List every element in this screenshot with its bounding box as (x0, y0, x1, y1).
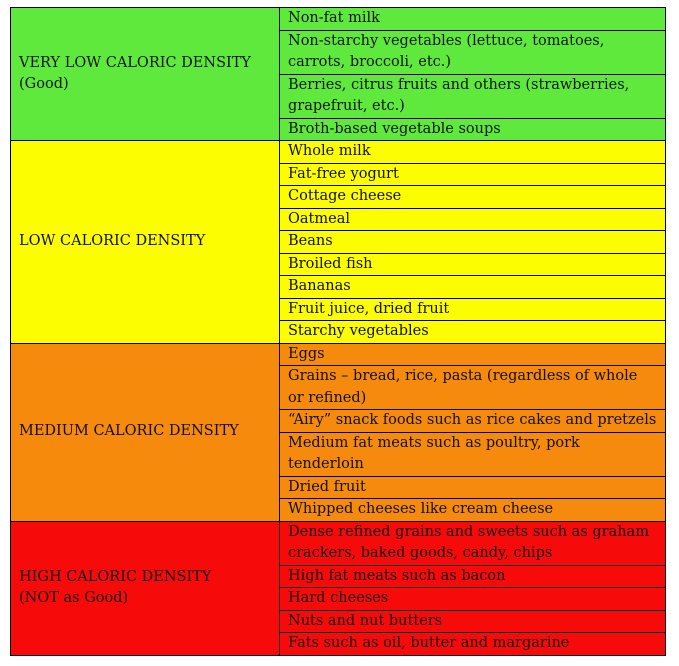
caloric-density-table (10, 7, 666, 656)
table-row (11, 343, 666, 366)
food-item: Beans (280, 231, 666, 254)
food-item: Starchy vegetables (280, 321, 666, 344)
category-label: MEDIUM CALORIC DENSITY (19, 423, 239, 440)
food-item: Medium fat meats such as poultry, pork tenderloin (280, 432, 666, 476)
food-item: Grains – bread, rice, pasta (regardless of whole or refined) (280, 366, 666, 410)
food-item: Bananas (280, 276, 666, 299)
food-item: Hard cheeses (280, 588, 666, 611)
food-item: Fat-free yogurt (280, 163, 666, 186)
food-item: Whipped cheeses like cream cheese (280, 499, 666, 522)
food-item: Nuts and nut butters (280, 610, 666, 633)
food-item: Berries, citrus fruits and others (strawberries, grapefruit, etc.) (280, 74, 666, 118)
food-item: Non-starchy vegetables (lettuce, tomatoes, carrots, broccoli, etc.) (280, 30, 666, 74)
category-note: (NOT as Good) (19, 590, 129, 606)
category-note: (Good) (19, 76, 69, 92)
table-row (11, 8, 666, 31)
food-item: Dried fruit (280, 476, 666, 499)
food-item: Broth-based vegetable soups (280, 118, 666, 141)
table-row (11, 521, 666, 565)
table-row (11, 141, 666, 164)
category-label: VERY LOW CALORIC DENSITY (19, 54, 251, 71)
category-cell-high (11, 521, 280, 655)
category-cell-medium (11, 343, 280, 521)
food-item: Oatmeal (280, 208, 666, 231)
food-item: High fat meats such as bacon (280, 565, 666, 588)
category-cell-very-low (11, 8, 280, 141)
food-item: Cottage cheese (280, 186, 666, 209)
food-item: Broiled fish (280, 253, 666, 276)
food-item: Fats such as oil, butter and margarine (280, 633, 666, 656)
food-item: Eggs (280, 343, 666, 366)
food-item: Fruit juice, dried fruit (280, 298, 666, 321)
category-label: LOW CALORIC DENSITY (19, 233, 206, 249)
food-item: Non-fat milk (280, 8, 666, 31)
food-item: Whole milk (280, 141, 666, 164)
food-item: Dense refined grains and sweets such as graham crackers, baked goods, candy, chips (280, 521, 666, 565)
category-label: HIGH CALORIC DENSITY (19, 568, 212, 585)
category-cell-low (11, 141, 280, 344)
food-item: “Airy” snack foods such as rice cakes and pretzels (280, 410, 666, 433)
